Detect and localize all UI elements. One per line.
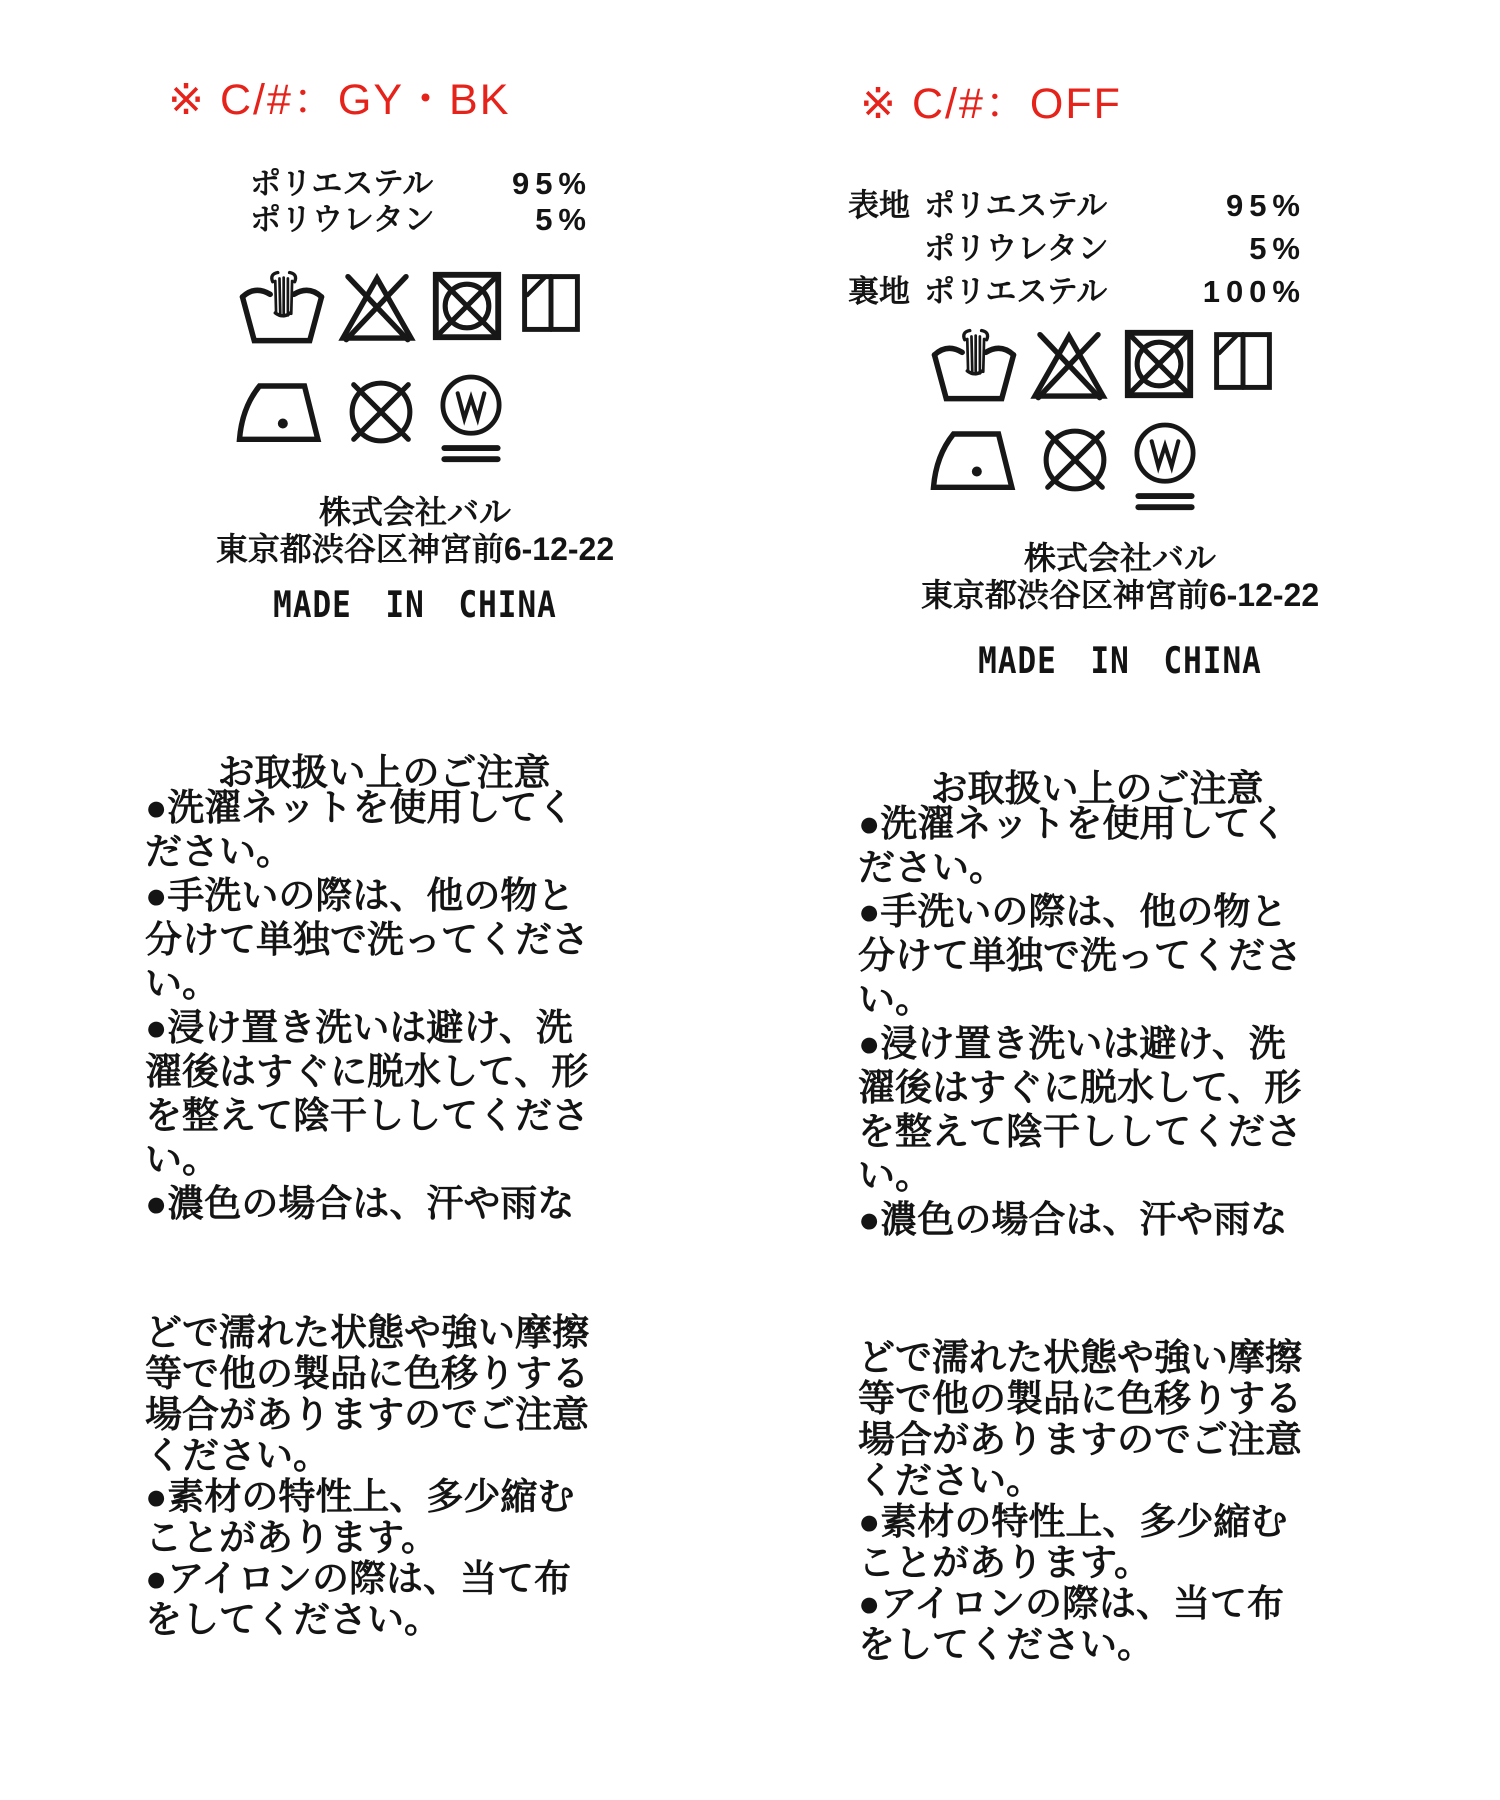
composition-row	[250, 166, 592, 202]
care-note-line: ●手洗いの際は、他の物と	[858, 891, 1288, 932]
care-note-line: を整えて陰干ししてくださ	[145, 1095, 589, 1136]
material-percent: 95%	[511, 166, 592, 201]
care-note-line: 分けて単独で洗ってくださ	[858, 935, 1302, 976]
hand-wash-icon	[238, 270, 326, 344]
care-note-line: い。	[858, 979, 932, 1020]
company-address: 東京都渋谷区神宮前6-12-22	[920, 577, 1320, 613]
material-percent: 95%	[1225, 188, 1306, 223]
fabric-composition	[250, 166, 592, 238]
material-name: ポリウレタン	[924, 231, 1109, 266]
composition-row	[848, 184, 1306, 227]
care-label-off	[750, 0, 1500, 1800]
company-name: 株式会社バル	[1023, 540, 1216, 576]
country-of-origin: MADE IN CHINA	[273, 584, 557, 627]
care-note-line: をしてください。	[858, 1624, 1154, 1665]
care-note-line: ださい。	[858, 847, 1006, 888]
care-note-line: どで濡れた状態や強い摩擦	[858, 1337, 1302, 1378]
composition-row	[848, 227, 1306, 270]
fabric-part: 裏地	[848, 274, 910, 309]
care-note-line: 等で他の製品に色移りする	[858, 1378, 1302, 1419]
colorway-header-gy-bk: ※ C/#：GY・BK	[168, 76, 511, 124]
hang-dry-in-shade-icon	[1210, 328, 1276, 394]
care-notes-block-1	[858, 802, 1302, 1242]
hand-wash-icon	[930, 328, 1018, 402]
care-note-line: ●浸け置き洗いは避け、洗	[858, 1023, 1286, 1064]
care-notes-heading: お取扱い上のご注意	[217, 752, 551, 793]
gentle-wet-clean-icon	[434, 374, 508, 474]
material-name: ポリエステル	[924, 188, 1108, 223]
care-note-line: ことがあります。	[858, 1542, 1152, 1583]
care-symbols-row-2	[930, 424, 1202, 522]
do-not-dry-clean-icon	[1036, 421, 1114, 499]
hang-dry-in-shade-icon	[518, 270, 584, 336]
care-note-line: 濯後はすぐに脱水して、形	[858, 1067, 1302, 1108]
do-not-bleach-icon	[1030, 328, 1108, 401]
material-name: ポリウレタン	[250, 202, 435, 237]
care-note-line: ●洗濯ネットを使用してく	[858, 803, 1288, 844]
do-not-bleach-icon	[338, 270, 416, 343]
do-not-tumble-dry-icon	[1120, 325, 1198, 403]
iron-low-heat-icon	[930, 424, 1022, 494]
care-note-line: ●アイロンの際は、当て布	[145, 1558, 572, 1599]
care-note-line: ●濃色の場合は、汗や雨な	[858, 1199, 1288, 1240]
care-note-line: ださい。	[145, 831, 293, 872]
care-note-line: どで濡れた状態や強い摩擦	[145, 1312, 589, 1353]
colorway-header-off: ※ C/#：OFF	[860, 80, 1122, 128]
care-note-line: い。	[145, 963, 219, 1004]
care-note-line: ●素材の特性上、多少縮む	[858, 1501, 1288, 1542]
care-note-line: を整えて陰干ししてくださ	[858, 1111, 1302, 1152]
care-note-line: ください。	[858, 1460, 1043, 1501]
care-note-line: ください。	[145, 1435, 330, 1476]
care-symbols-row-1	[930, 328, 1276, 403]
gentle-wet-clean-icon	[1128, 422, 1202, 522]
care-note-line: ●濃色の場合は、汗や雨な	[145, 1183, 575, 1224]
care-note-line: 場合がありますのでご注意	[858, 1419, 1302, 1460]
care-note-line: 濯後はすぐに脱水して、形	[145, 1051, 589, 1092]
care-symbols-row-1	[238, 270, 584, 345]
care-notes-heading: お取扱い上のご注意	[930, 768, 1264, 809]
country-of-origin: MADE IN CHINA	[978, 640, 1262, 683]
composition-row	[848, 270, 1306, 313]
fabric-part: 表地	[848, 188, 910, 223]
material-name: ポリエステル	[250, 166, 434, 201]
material-percent: 5%	[1249, 231, 1306, 266]
care-note-line: ●アイロンの際は、当て布	[858, 1583, 1285, 1624]
care-note-line: ●手洗いの際は、他の物と	[145, 875, 575, 916]
care-symbols-row-2	[236, 376, 508, 474]
care-note-line: ことがあります。	[145, 1517, 439, 1558]
care-note-line: ●洗濯ネットを使用してく	[145, 787, 575, 828]
care-note-line: 等で他の製品に色移りする	[145, 1353, 589, 1394]
company-address: 東京都渋谷区神宮前6-12-22	[215, 531, 615, 567]
composition-row	[250, 202, 592, 238]
material-percent: 5%	[535, 202, 592, 237]
do-not-dry-clean-icon	[342, 373, 420, 451]
care-note-line: 分けて単独で洗ってくださ	[145, 919, 589, 960]
care-notes-block-2	[858, 1337, 1302, 1665]
care-notes-block-1	[145, 786, 589, 1226]
care-note-line: をしてください。	[145, 1599, 441, 1640]
care-note-line: ●浸け置き洗いは避け、洗	[145, 1007, 573, 1048]
manufacturer-block	[145, 494, 685, 627]
care-note-line: 場合がありますのでご注意	[145, 1394, 589, 1435]
care-note-line: い。	[858, 1155, 932, 1196]
iron-low-heat-icon	[236, 376, 328, 446]
company-name: 株式会社バル	[318, 494, 511, 530]
care-note-line: い。	[145, 1139, 219, 1180]
care-note-line: ●素材の特性上、多少縮む	[145, 1476, 575, 1517]
manufacturer-block	[850, 540, 1390, 683]
do-not-tumble-dry-icon	[428, 267, 506, 345]
care-notes-block-2	[145, 1312, 589, 1640]
fabric-composition	[848, 184, 1306, 313]
material-percent: 100%	[1202, 274, 1306, 309]
material-name: ポリエステル	[924, 274, 1108, 309]
